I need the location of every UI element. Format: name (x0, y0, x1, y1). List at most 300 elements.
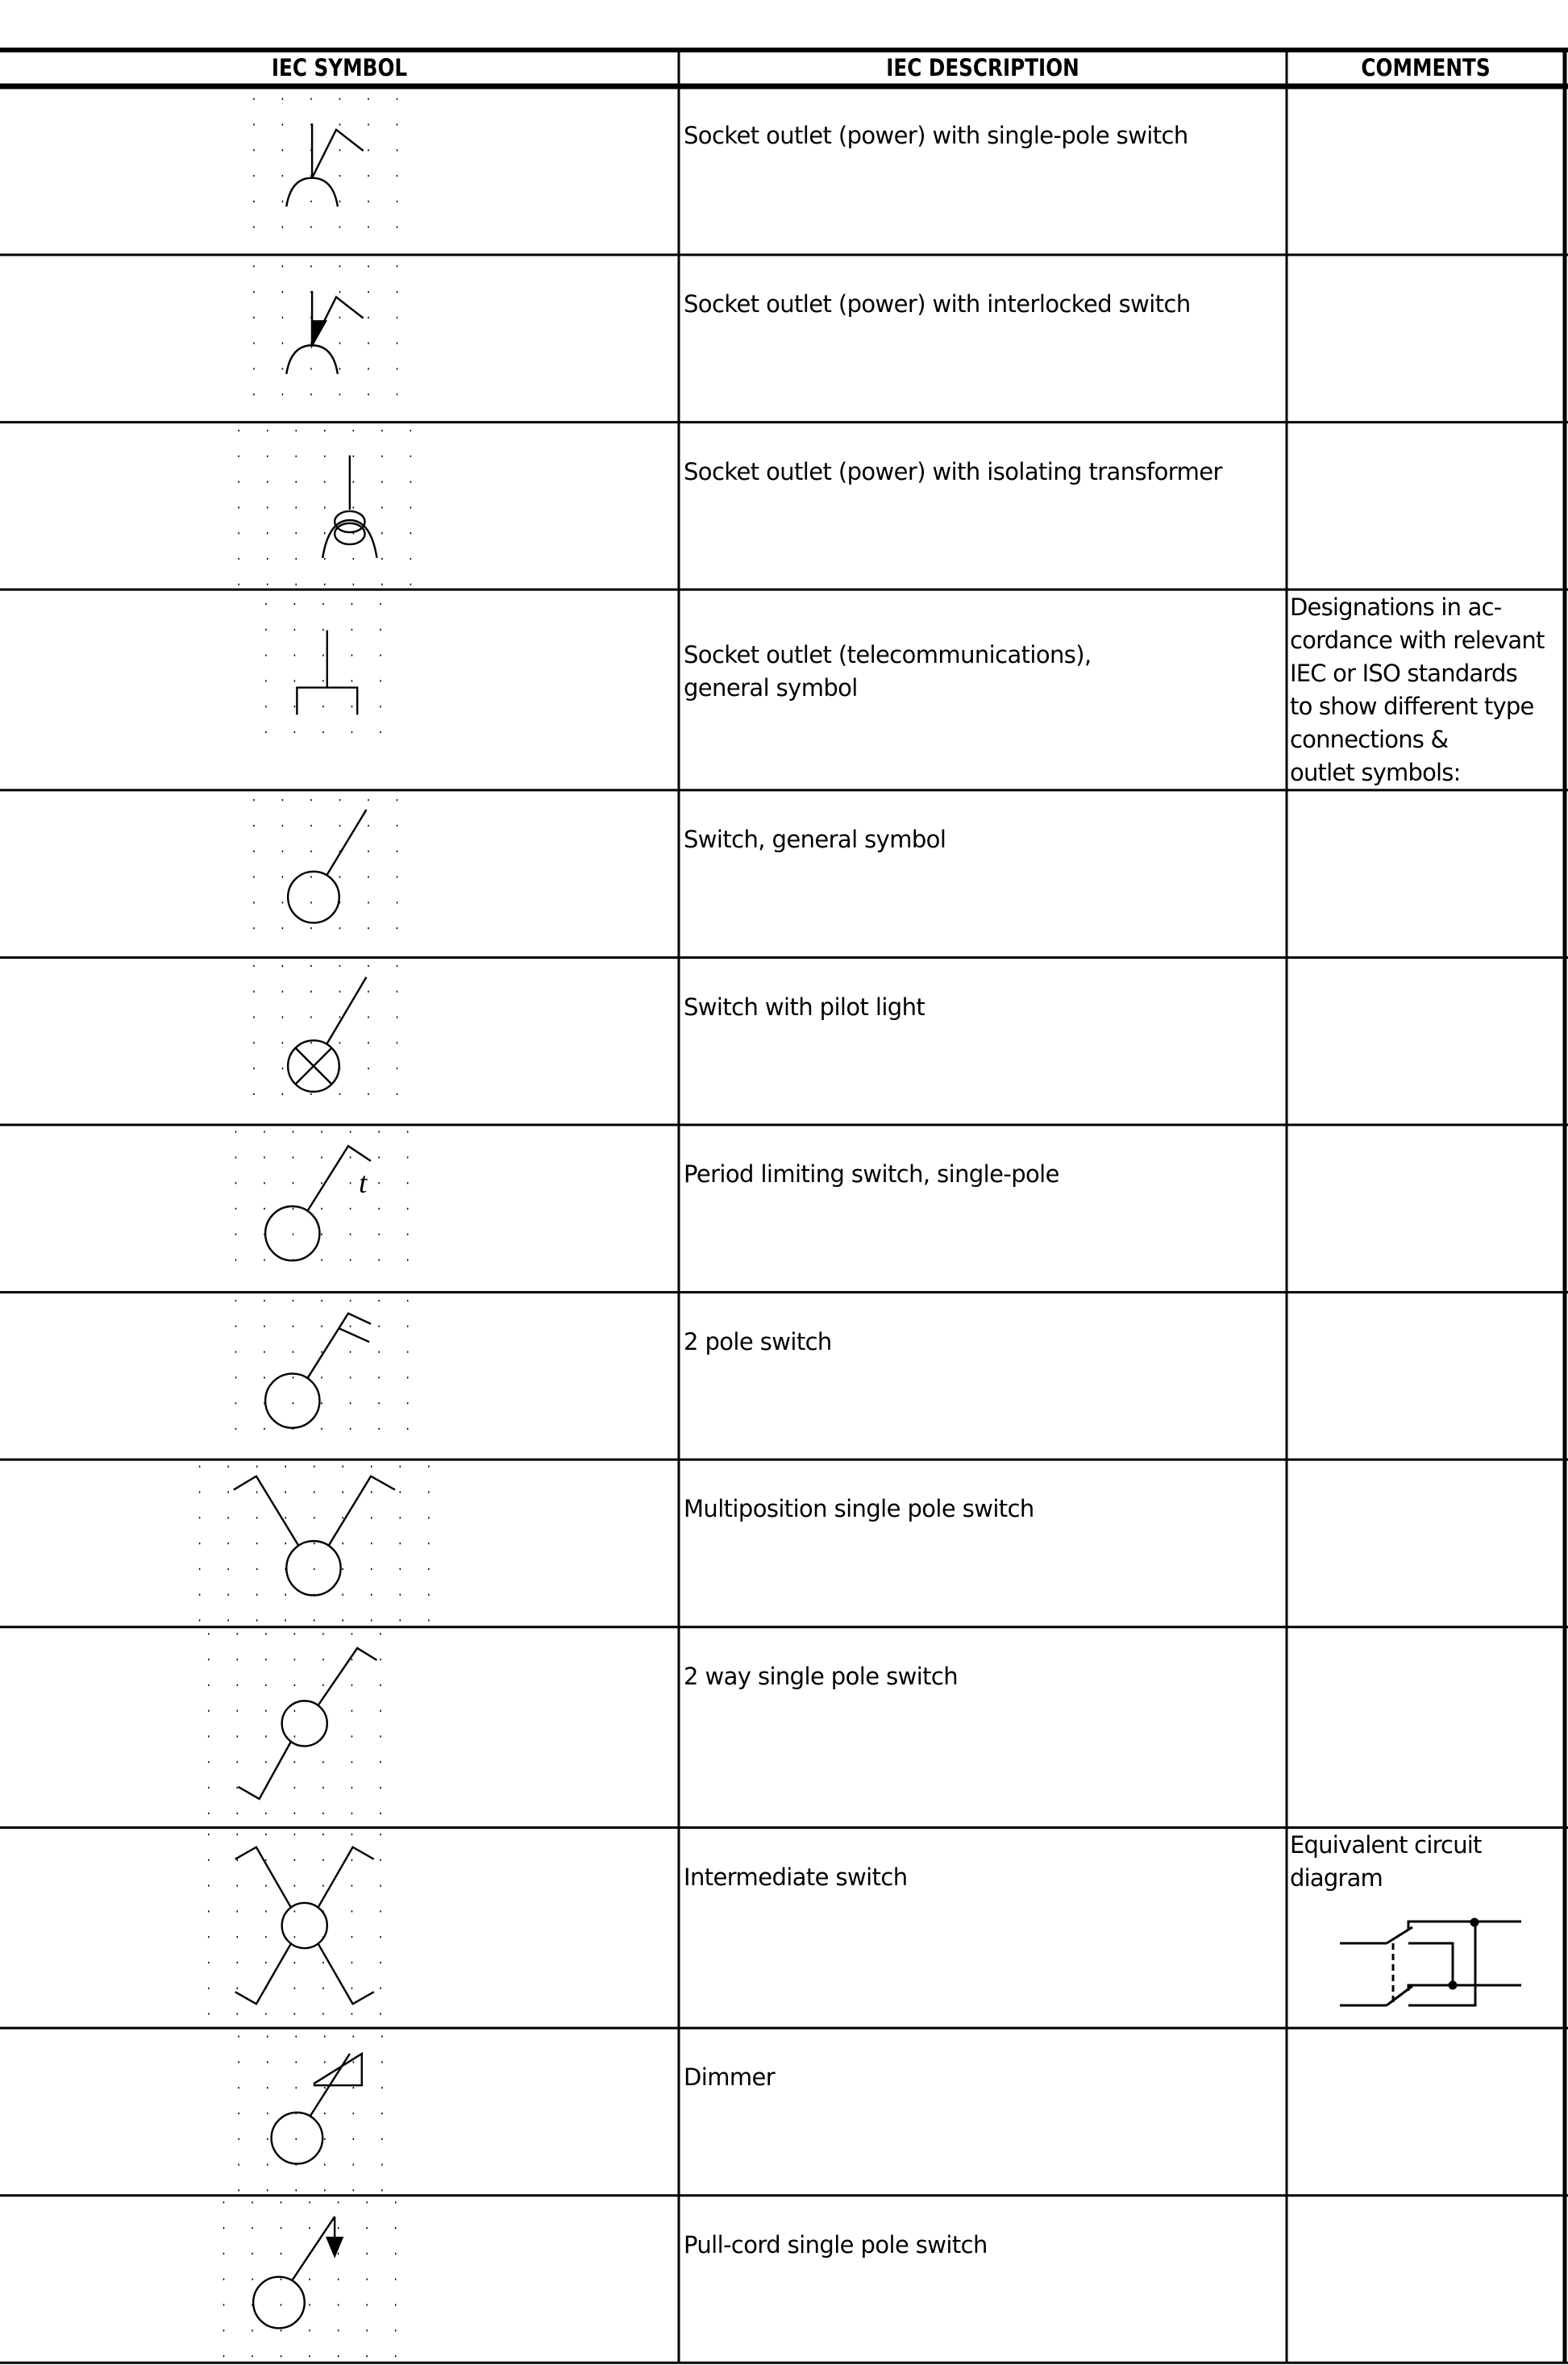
grid-dot (265, 1885, 266, 1887)
grid-dot (235, 1351, 236, 1353)
grid-dot (227, 1594, 228, 1596)
equivalent-circuit-diagram (1340, 1919, 1521, 2005)
grid-dot (407, 1402, 408, 1404)
grid-dot (339, 201, 340, 202)
grid-dot (267, 558, 268, 560)
grid-dot (380, 1659, 381, 1660)
grid-dot (309, 2355, 310, 2357)
grid-dot (310, 265, 311, 267)
grid-dot (256, 1491, 257, 1493)
grid-dot (351, 1710, 352, 1712)
grid-dot (310, 851, 311, 852)
grid-dot (199, 1466, 200, 1468)
grid-dot (321, 1300, 322, 1301)
grid-dot (282, 825, 283, 827)
grid-dot (339, 825, 340, 827)
grid-dot (378, 1259, 379, 1260)
grid-dot (400, 1466, 401, 1468)
grid-dot (282, 175, 283, 177)
grid-dot (321, 1402, 322, 1404)
grid-dot (267, 481, 268, 483)
grid-dot (324, 430, 325, 431)
grid-dot (237, 1633, 238, 1634)
description-cell (684, 1158, 1280, 1191)
grid-dot (339, 123, 340, 125)
grid-dot (322, 731, 323, 733)
grid-dot (428, 1517, 429, 1518)
grid-dot (353, 481, 354, 483)
grid-dot (351, 1787, 352, 1788)
grid-dot (351, 655, 352, 656)
grid-dot (237, 1710, 238, 1712)
grid-dot (380, 1813, 381, 1814)
grid-dot (282, 1093, 283, 1095)
grid-dot (267, 2138, 268, 2140)
grid-dot (256, 1594, 257, 1596)
grid-dot (235, 1234, 236, 1235)
grid-dot (265, 1859, 266, 1861)
grid-dot (381, 506, 382, 508)
grid-dot (310, 799, 311, 801)
grid-dot (294, 1936, 295, 1938)
grid-dot (351, 1813, 352, 1814)
grid-dot (324, 2189, 325, 2191)
grid-dot (282, 265, 283, 267)
grid-dot (256, 1466, 257, 1468)
grid-dot (208, 1936, 209, 1938)
grid-dot (237, 1761, 238, 1763)
grid-dot (322, 1813, 323, 1814)
grid-dot (321, 1208, 322, 1210)
grid-dot (380, 1787, 381, 1788)
description-text: Period limiting switch, single-pole (684, 1160, 1059, 1189)
grid-dot (321, 1428, 322, 1430)
description-cell (684, 2061, 1280, 2094)
grid-dot (253, 368, 254, 369)
grid-dot (208, 1910, 209, 1912)
grid-dot (282, 393, 283, 395)
grid-dot (324, 532, 325, 534)
grid-dot (208, 1633, 209, 1634)
grid-dot (395, 2279, 396, 2280)
grid-dot (351, 629, 352, 631)
grid-dot (235, 1376, 236, 1378)
grid-dot (237, 1910, 238, 1912)
grid-dot (366, 2227, 367, 2229)
grid-dot (350, 1182, 351, 1184)
grid-dot (237, 1735, 238, 1737)
grid-dot (253, 901, 254, 903)
grid-dot (350, 1156, 351, 1158)
description-cell (684, 991, 1280, 1024)
grid-dot (378, 1351, 379, 1353)
grid-dot (265, 1834, 266, 1835)
grid-dot (371, 1543, 372, 1544)
grid-dot (407, 1376, 408, 1378)
grid-dot (350, 1351, 351, 1353)
symbols (234, 123, 395, 2328)
socket-outlet-single-pole-switch-icon (286, 123, 363, 206)
grid-dot (309, 2304, 310, 2305)
description-cell (684, 1660, 1280, 1693)
grid-dot (322, 1859, 323, 1861)
grid-dot (407, 1156, 408, 1158)
grid-dot (321, 1259, 322, 1260)
grid-dot (381, 584, 382, 585)
grid-dot (380, 731, 381, 733)
dot-grids (199, 98, 430, 2358)
grid-dot (407, 1131, 408, 1133)
grid-dot (380, 706, 381, 707)
grid-dot (410, 532, 411, 534)
grid-dot (253, 825, 254, 827)
grid-dot (338, 2304, 339, 2305)
grid-dot (338, 2330, 339, 2331)
description-cell (684, 823, 1280, 856)
grid-dot (378, 1326, 379, 1327)
grid-dot (253, 851, 254, 852)
grid-dot (199, 1568, 200, 1570)
grid-dot (282, 965, 283, 967)
grid-dot (265, 680, 266, 681)
grid-dot (407, 1351, 408, 1353)
description-cell (684, 456, 1280, 489)
grid-dot (350, 1376, 351, 1378)
grid-dot (351, 680, 352, 681)
grid-dot (282, 927, 283, 929)
grid-dot (381, 532, 382, 534)
grid-dot (339, 965, 340, 967)
grid-dot (265, 706, 266, 707)
grid-dot (238, 532, 239, 534)
grid-dot (353, 456, 354, 457)
grid-dot (395, 2227, 396, 2229)
grid-dot (227, 1619, 228, 1621)
grid-dot (339, 1016, 340, 1018)
grid-dot (342, 1466, 343, 1468)
grid-dot (199, 1543, 200, 1544)
grid-dot (324, 584, 325, 585)
grid-dot (294, 1659, 295, 1660)
grid-dot (350, 1234, 351, 1235)
grid-dot (223, 2304, 224, 2305)
grid-dot (294, 629, 295, 631)
grid-dot (400, 1568, 401, 1570)
description-text: Socket outlet (power) with isolating transformer (684, 457, 1222, 485)
grid-dot (296, 2138, 297, 2140)
grid-dot (366, 2355, 367, 2357)
grid-dot (381, 2163, 382, 2165)
grid-dot (407, 1208, 408, 1210)
grid-dot (237, 1659, 238, 1660)
grid-dot (380, 1633, 381, 1634)
grid-dot (322, 1633, 323, 1634)
grid-dot (380, 629, 381, 631)
grid-dot (324, 2087, 325, 2088)
grid-dot (351, 603, 352, 605)
grid-dot (253, 1093, 254, 1095)
grid-dot (265, 1684, 266, 1686)
grid-dot (380, 1962, 381, 1963)
description-cell (684, 1861, 1280, 1894)
grid-dot (309, 2201, 310, 2203)
grid-dot (353, 2036, 354, 2038)
grid-dot (253, 149, 254, 151)
grid-dot (322, 1761, 323, 1763)
grid-dot (324, 2163, 325, 2165)
grid-dot (353, 2189, 354, 2191)
grid-dot (235, 1208, 236, 1210)
grid-dot (310, 927, 311, 929)
grid-dot (208, 1859, 209, 1861)
grid-dot (321, 1182, 322, 1184)
grid-dot (381, 456, 382, 457)
grid-dot (310, 876, 311, 877)
grid-dot (237, 1988, 238, 1989)
grid-dot (282, 799, 283, 801)
grid-dot (265, 629, 266, 631)
grid-dot (351, 2013, 352, 2014)
grid-dot (267, 2036, 268, 2038)
grid-dot (235, 1326, 236, 1327)
grid-dot (208, 1813, 209, 1814)
grid-dot (351, 1834, 352, 1835)
grid-dot (371, 1466, 372, 1468)
grid-dot (380, 603, 381, 605)
socket-outlet-telecom-icon (297, 631, 357, 715)
grid-dot (378, 1182, 379, 1184)
grid-dot (428, 1568, 429, 1570)
comment-text: to show different type (1290, 693, 1534, 721)
socket-outlet-isolating-transformer-icon (322, 456, 376, 558)
grid-dot (321, 1326, 322, 1327)
grid-dot (267, 584, 268, 585)
grid-dot (265, 1962, 266, 1963)
grid-dot (339, 342, 340, 344)
description-text: Multiposition single pole switch (684, 1495, 1034, 1523)
grid-dot (208, 1761, 209, 1763)
grid-dot (366, 2330, 367, 2331)
grid-dot (350, 1326, 351, 1327)
grid-dot (294, 1885, 295, 1887)
grid-dot (267, 2087, 268, 2088)
grid-dot (371, 1491, 372, 1493)
grid-dot (237, 1834, 238, 1835)
grid-dot (339, 368, 340, 369)
switch-general-icon (288, 810, 366, 922)
description-text: Socket outlet (power) with interlocked switch (684, 290, 1191, 319)
grid-dot (371, 1568, 372, 1570)
grid-dot (410, 456, 411, 457)
grid-dot (282, 98, 283, 100)
grid-dot (381, 2036, 382, 2038)
grid-dot (353, 584, 354, 585)
grid-dot (342, 1543, 343, 1544)
grid-dot (351, 1885, 352, 1887)
grid-dot (227, 1543, 228, 1544)
grid-dot (208, 1885, 209, 1887)
grid-dot (371, 1619, 372, 1621)
grid-dot (256, 1517, 257, 1518)
description-text: 2 way single pole switch (684, 1662, 959, 1690)
grid-dot (282, 876, 283, 877)
description-text: Switch with pilot light (684, 993, 925, 1021)
grid-dot (410, 481, 411, 483)
grid-dot (395, 2355, 396, 2357)
socket-outlet-interlocked-switch-icon (286, 291, 363, 374)
grid-dot (294, 1761, 295, 1763)
grid-dot (309, 2330, 310, 2331)
grid-dot (380, 1684, 381, 1686)
grid-dot (238, 430, 239, 431)
grid-dot (400, 1491, 401, 1493)
grid-dot (253, 227, 254, 228)
grid-dot (223, 2253, 224, 2255)
grid-dot (238, 2163, 239, 2165)
grid-dot (378, 1428, 379, 1430)
grid-dot (342, 1491, 343, 1493)
grid-dot (322, 1684, 323, 1686)
grid-dot (310, 1016, 311, 1018)
symbol-t-label: t (359, 1167, 368, 1201)
comment-text: outlet symbols: (1290, 759, 1461, 787)
header-iec-symbol: IEC SYMBOL (271, 54, 408, 81)
grid-dot (407, 1326, 408, 1327)
grid-dot (324, 2061, 325, 2063)
grid-dot (338, 2201, 339, 2203)
pull-cord-switch-icon (253, 2217, 342, 2328)
grid-dot (321, 1376, 322, 1378)
grid-dot (407, 1182, 408, 1184)
grid-dot (351, 1633, 352, 1634)
description-text: Switch, general symbol (684, 826, 946, 854)
grid-dot (324, 481, 325, 483)
period-limiting-switch-icon (265, 1146, 371, 1260)
grid-dot (324, 558, 325, 560)
intermediate-switch-icon (235, 1847, 374, 2004)
grid-dot (282, 291, 283, 293)
grid-dot (428, 1619, 429, 1621)
grid-dot (294, 731, 295, 733)
grid-dot (351, 731, 352, 733)
grid-dot (294, 1787, 295, 1788)
description-text: Socket outlet (telecommunications), (684, 641, 1092, 669)
grid-dot (322, 1885, 323, 1887)
grid-dot (366, 2253, 367, 2255)
grid-dot (366, 2304, 367, 2305)
description-cell (684, 639, 1280, 705)
grid-dot (410, 584, 411, 585)
grid-dot (265, 1936, 266, 1938)
grid-dot (208, 1710, 209, 1712)
grid-dot (407, 1300, 408, 1301)
grid-dot (310, 965, 311, 967)
grid-dot (282, 1042, 283, 1043)
grid-dot (256, 1543, 257, 1544)
grid-dot (253, 175, 254, 177)
grid-dot (267, 532, 268, 534)
grid-dot (265, 1659, 266, 1660)
grid-dot (267, 2163, 268, 2165)
grid-dot (253, 1016, 254, 1018)
grid-dot (321, 1156, 322, 1158)
grid-dot (227, 1491, 228, 1493)
grid-dot (310, 393, 311, 395)
grid-dot (237, 1859, 238, 1861)
grid-dot (339, 175, 340, 177)
grid-dot (378, 1156, 379, 1158)
grid-dot (238, 2061, 239, 2063)
grid-dot (322, 2013, 323, 2014)
grid-dot (208, 1659, 209, 1660)
grid-dot (265, 1761, 266, 1763)
grid-dot (407, 1259, 408, 1260)
grid-dot (410, 506, 411, 508)
dimmer-icon (272, 2054, 362, 2164)
grid-dot (378, 1376, 379, 1378)
grid-dot (294, 1710, 295, 1712)
grid-dot (238, 2138, 239, 2140)
grid-dot (400, 1594, 401, 1596)
grid-dot (353, 2061, 354, 2063)
grid-dot (253, 317, 254, 319)
grid-dot (381, 481, 382, 483)
grid-dot (238, 584, 239, 585)
grid-dot (265, 1710, 266, 1712)
grid-dot (223, 2227, 224, 2229)
grid-dot (310, 1093, 311, 1095)
grid-dot (282, 851, 283, 852)
description-text: Socket outlet (power) with single-pole switch (684, 121, 1188, 149)
grid-dot (282, 201, 283, 202)
grid-dot (296, 558, 297, 560)
grid-dot (351, 1761, 352, 1763)
grid-dot (294, 1988, 295, 1989)
grid-dot (238, 2189, 239, 2191)
grid-dot (353, 2087, 354, 2088)
grid-dot (380, 1834, 381, 1835)
grid-dot (339, 1093, 340, 1095)
grid-dot (378, 1300, 379, 1301)
grid-dot (351, 1988, 352, 1989)
grid-dot (238, 456, 239, 457)
grid-dot (310, 1042, 311, 1043)
grid-dot (322, 1787, 323, 1788)
grid-dot (353, 2138, 354, 2140)
grid-dot (267, 2189, 268, 2191)
grid-dot (282, 368, 283, 369)
grid-dot (321, 1234, 322, 1235)
grid-dot (265, 731, 266, 733)
grid-dot (428, 1543, 429, 1544)
grid-dot (395, 2330, 396, 2331)
grid-dot (351, 1910, 352, 1912)
grid-dot (294, 1962, 295, 1963)
grid-dot (237, 2013, 238, 2014)
grid-dot (339, 149, 340, 151)
multiposition-switch-icon (234, 1476, 395, 1596)
grid-dot (380, 1988, 381, 1989)
grid-dot (339, 799, 340, 801)
grid-dot (253, 201, 254, 202)
grid-dot (381, 2087, 382, 2088)
grid-dot (324, 2113, 325, 2114)
grid-dot (310, 991, 311, 993)
grid-dot (199, 1594, 200, 1596)
grid-dot (342, 1594, 343, 1596)
grid-dot (371, 1517, 372, 1518)
comment-text: Designations in ac- (1290, 593, 1502, 622)
